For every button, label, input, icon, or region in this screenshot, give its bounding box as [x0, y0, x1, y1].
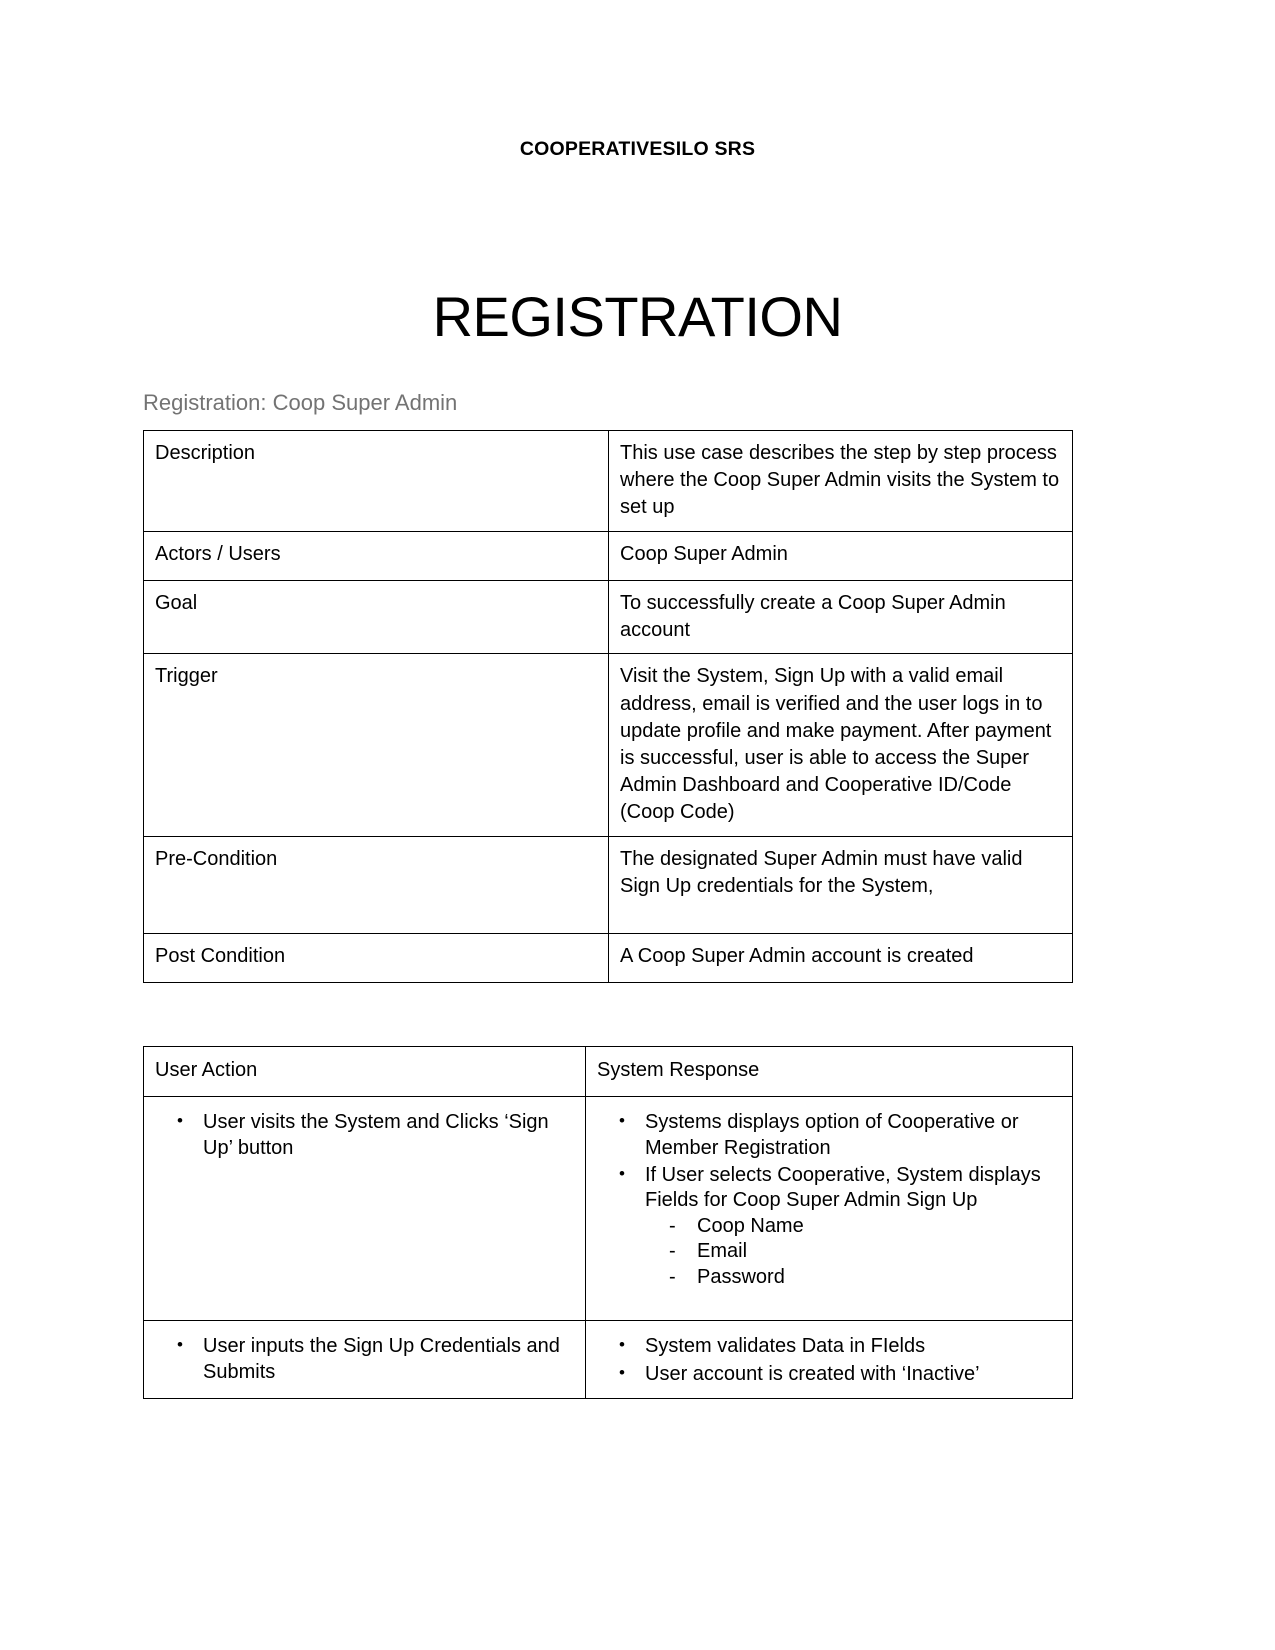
usecase-value-cell [609, 836, 1073, 933]
usecase-value-cell [609, 532, 1073, 581]
table-row [144, 654, 1073, 836]
system-response-cell [586, 1321, 1073, 1399]
list-item [203, 1334, 574, 1385]
document-header: COOPERATIVESILO SRS [519, 138, 756, 160]
table-row [144, 933, 1073, 982]
column-header-user-action: User Action [155, 1059, 258, 1081]
usecase-value-cell [609, 933, 1073, 982]
flow-table [143, 1046, 1073, 1399]
sub-list-item: - Coop Name [697, 1214, 1061, 1239]
usecase-value-cell [609, 581, 1073, 654]
list-item-text: • If User selects Cooperative, System displays Fields for Coop Super Admin Sign Up [645, 1163, 1041, 1212]
column-header-system-response-cell [586, 1047, 1073, 1097]
system-response-bullet-list [597, 1110, 1061, 1290]
system-response-sub-list [645, 1214, 1061, 1290]
table-row [144, 836, 1073, 933]
usecase-value-cell [609, 654, 1073, 836]
list-item [645, 1362, 1061, 1387]
section-subtitle: Registration: Coop Super Admin [143, 390, 458, 415]
user-action-bullet-list [155, 1334, 574, 1385]
list-item-text: • Systems displays option of Cooperative or Member Registration [645, 1111, 1019, 1159]
usecase-label: Actors / Users [155, 543, 281, 565]
table-row [144, 581, 1073, 654]
system-response-bullet-list [597, 1334, 1061, 1387]
table-row [144, 1321, 1073, 1399]
usecase-label: Description [155, 442, 256, 464]
usecase-label-cell [144, 836, 609, 933]
list-item [645, 1163, 1061, 1290]
list-item [645, 1334, 1061, 1359]
system-response-cell [586, 1097, 1073, 1321]
list-item [645, 1110, 1061, 1161]
usecase-value: To successfully create a Coop Super Admin account [620, 592, 1006, 642]
usecase-label-cell [144, 431, 609, 532]
list-item-text: • System validates Data in FIelds [645, 1335, 926, 1358]
usecase-label-cell [144, 581, 609, 654]
usecase-label-cell [144, 654, 609, 836]
list-item [203, 1110, 574, 1161]
usecase-value-cell [609, 431, 1073, 532]
usecase-value: This use case describes the step by step process where the Coop Super Admin visits the System to set up [620, 442, 1060, 519]
user-action-bullet-list [155, 1110, 574, 1161]
use-case-table [143, 430, 1073, 983]
usecase-value: A Coop Super Admin account is created [620, 944, 974, 967]
usecase-label: Trigger [155, 665, 218, 688]
table-row [144, 1097, 1073, 1321]
page-title: REGISTRATION [432, 284, 843, 348]
table-row [144, 431, 1073, 532]
usecase-value: Visit the System, Sign Up with a valid email address, email is verified and the user logs in to update profile and make payment. After payment is successful, user is able to access the Super Admin Dashboard and Cooperative ID/Code (Coop Code) [620, 665, 1052, 824]
sub-list-item: - Email [697, 1239, 1061, 1264]
usecase-label: Post Condition [155, 944, 286, 967]
column-header-user-action-cell [144, 1047, 586, 1097]
column-header-system-response: System Response [597, 1059, 760, 1081]
sub-list-item: - Password [697, 1265, 1061, 1290]
table-header-row [144, 1047, 1073, 1097]
user-action-cell [144, 1321, 586, 1399]
list-item-text: • User inputs the Sign Up Credentials and Submits [203, 1335, 560, 1383]
usecase-value: Coop Super Admin [620, 543, 788, 565]
usecase-label: Pre-Condition [155, 847, 278, 870]
usecase-value: The designated Super Admin must have valid Sign Up credentials for the System, [620, 847, 1023, 897]
user-action-cell [144, 1097, 586, 1321]
list-item-text: • User account is created with ‘Inactive’ [645, 1362, 980, 1385]
usecase-label-cell [144, 532, 609, 581]
list-item-text: • User visits the System and Clicks ‘Sign Up’ button [203, 1111, 549, 1159]
table-row [144, 532, 1073, 581]
usecase-label: Goal [155, 592, 198, 614]
usecase-label-cell [144, 933, 609, 982]
